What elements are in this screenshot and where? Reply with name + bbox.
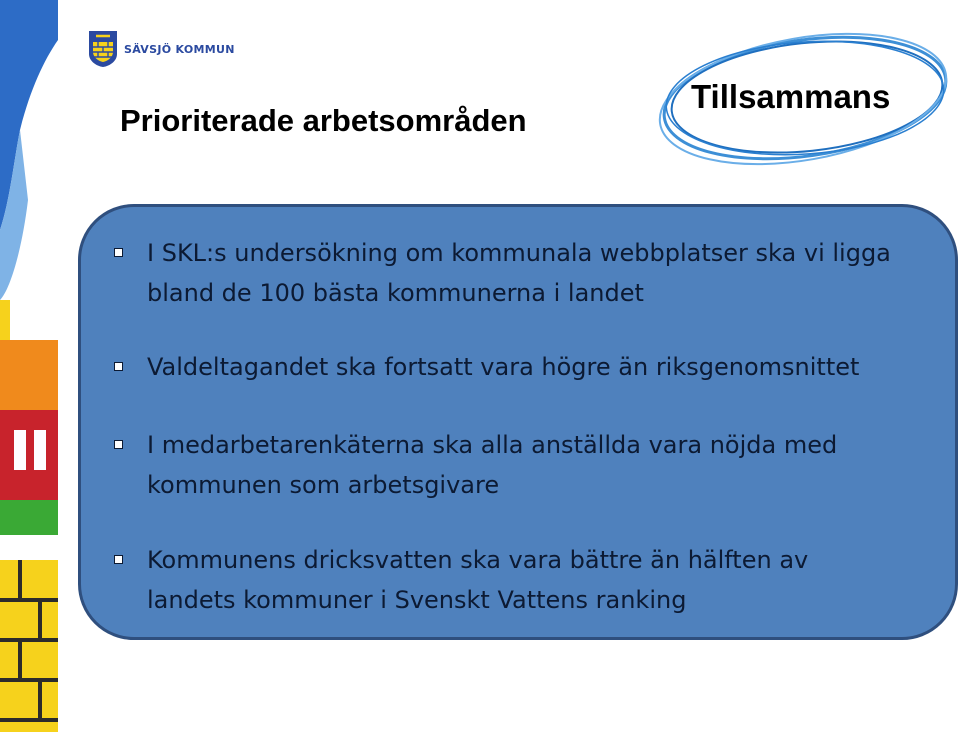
square-bullet-icon xyxy=(114,362,123,371)
priorities-panel xyxy=(78,204,958,640)
list-item-text: Valdeltagandet ska fortsatt vara högre än riksgenomsnittet xyxy=(147,353,860,381)
savsjo-kommun-logo[interactable] xyxy=(88,30,235,68)
coat-of-arms-icon xyxy=(88,30,118,68)
list-item xyxy=(81,233,901,313)
list-item xyxy=(81,347,901,387)
square-bullet-icon xyxy=(114,555,123,564)
list-item xyxy=(81,425,901,505)
badge-label: Tillsammans xyxy=(691,78,891,115)
page-title: Prioriterade arbetsområden xyxy=(120,103,527,138)
list-item-text: I SKL:s undersökning om kommunala webbplatser ska vi ligga bland de 100 bästa kommunerna i landet xyxy=(147,239,891,307)
tillsammans-badge xyxy=(655,28,955,168)
list-item-text: Kommunens dricksvatten ska vara bättre än hälften av landets kommuner i Svenskt Vattens ranking xyxy=(147,546,809,614)
square-bullet-icon xyxy=(114,440,123,449)
logo-wordmark: SÄVSJÖ KOMMUN xyxy=(124,42,235,56)
list-item-text: I medarbetarenkäterna ska alla anställda vara nöjda med kommunen som arbetsgivare xyxy=(147,431,838,499)
square-bullet-icon xyxy=(114,248,123,257)
list-item xyxy=(81,540,901,620)
decorative-side-illustration xyxy=(0,0,58,732)
